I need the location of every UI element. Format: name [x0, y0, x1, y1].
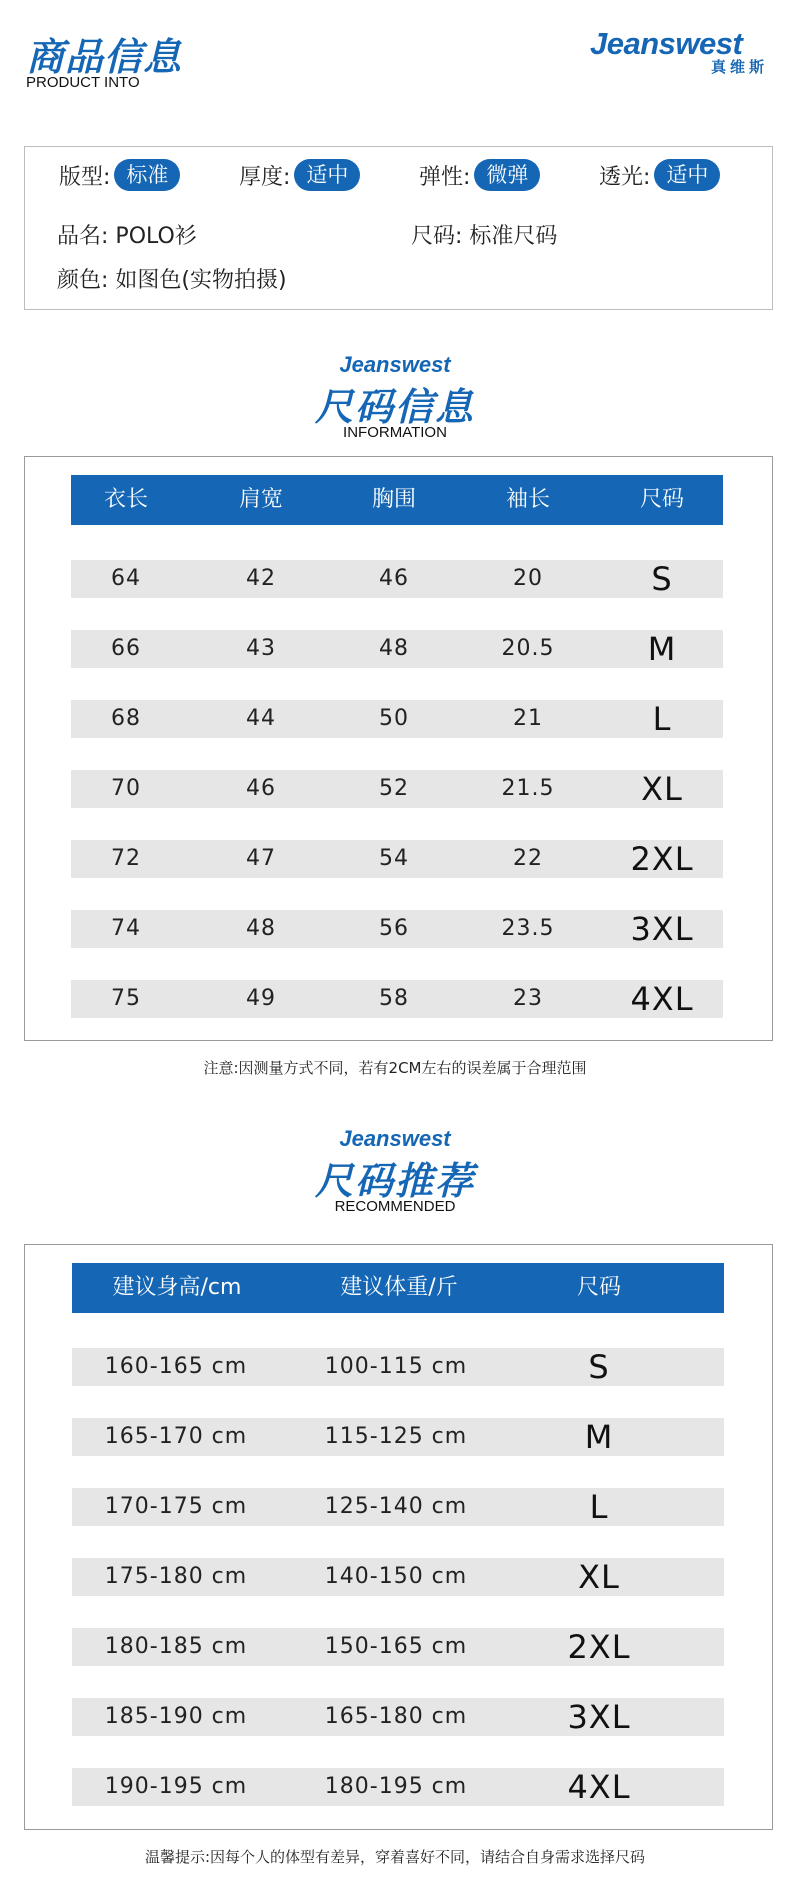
table-row	[72, 1768, 724, 1806]
cell-rec-size: 2XL	[567, 1628, 631, 1666]
cell-size: 3XL	[630, 910, 694, 948]
brand-logo-cn: 真维斯	[711, 58, 769, 76]
col-header-weight: 建议体重/斤	[340, 1275, 458, 1300]
cell-length: 72	[111, 846, 141, 871]
table-row	[71, 910, 723, 948]
cell-shoulder: 47	[246, 846, 276, 871]
brand-logo: Jeanswest	[590, 26, 743, 61]
table-row	[72, 1488, 724, 1526]
col-header-rec-size: 尺码	[576, 1275, 621, 1300]
size-info-table	[24, 456, 773, 1041]
recommend-header	[72, 1263, 724, 1313]
table-row	[71, 840, 723, 878]
table-row	[71, 980, 723, 1018]
product-name-label: 品名:	[57, 224, 109, 249]
cell-chest: 46	[379, 566, 409, 591]
table-row	[71, 630, 723, 668]
cell-weight: 165-180 cm	[324, 1704, 468, 1729]
product-attributes-box	[24, 146, 773, 310]
attr-transparency-label: 透光:	[599, 164, 651, 190]
cell-weight: 100-115 cm	[324, 1354, 468, 1379]
size-info-title: 尺码信息	[314, 385, 475, 429]
attr-elasticity	[419, 159, 540, 191]
cell-sleeve: 20.5	[501, 636, 555, 661]
cell-height: 185-190 cm	[104, 1704, 248, 1729]
cell-weight: 125-140 cm	[324, 1494, 468, 1519]
cell-height: 190-195 cm	[104, 1774, 248, 1799]
attr-thickness	[239, 159, 360, 191]
table-row	[72, 1348, 724, 1386]
page-subtitle: PRODUCT INTO	[26, 74, 140, 91]
page-title: 商品信息	[26, 35, 183, 79]
table-row	[71, 770, 723, 808]
size-info-subtitle: INFORMATION	[343, 424, 447, 441]
col-header-size: 尺码	[639, 487, 684, 512]
cell-rec-size: M	[584, 1418, 614, 1456]
product-name-value: POLO衫	[115, 224, 197, 249]
cell-weight: 180-195 cm	[324, 1774, 468, 1799]
cell-rec-size: XL	[578, 1558, 620, 1596]
cell-chest: 52	[379, 776, 409, 801]
recommend-note: 温馨提示:因每个人的体型有差异，穿着喜好不同，请结合自身需求选择尺码	[144, 1848, 646, 1866]
cell-chest: 48	[379, 636, 409, 661]
cell-height: 180-185 cm	[104, 1634, 248, 1659]
cell-sleeve: 21.5	[501, 776, 555, 801]
cell-chest: 58	[379, 986, 409, 1011]
table-row	[72, 1418, 724, 1456]
cell-sleeve: 21	[513, 706, 543, 731]
cell-chest: 56	[379, 916, 409, 941]
cell-sleeve: 23.5	[501, 916, 555, 941]
product-size	[411, 219, 557, 250]
size-info-header	[71, 475, 723, 525]
recommend-subtitle: RECOMMENDED	[334, 1198, 456, 1215]
cell-chest: 54	[379, 846, 409, 871]
recommend-table	[24, 1244, 773, 1830]
cell-height: 170-175 cm	[104, 1494, 248, 1519]
table-row	[71, 560, 723, 598]
table-row	[72, 1628, 724, 1666]
col-header-shoulder: 肩宽	[238, 487, 283, 512]
cell-weight: 140-150 cm	[324, 1564, 468, 1589]
attr-elasticity-label: 弹性:	[419, 164, 471, 190]
table-row	[72, 1698, 724, 1736]
cell-length: 75	[111, 986, 141, 1011]
col-header-length: 衣长	[103, 487, 148, 512]
cell-size: S	[651, 560, 673, 598]
product-color-label: 颜色:	[57, 268, 109, 293]
attr-transparency	[599, 159, 720, 191]
cell-rec-size: S	[588, 1348, 610, 1386]
cell-weight: 115-125 cm	[324, 1424, 468, 1449]
cell-sleeve: 23	[513, 986, 543, 1011]
cell-sleeve: 20	[513, 566, 543, 591]
product-color	[57, 263, 287, 294]
col-header-chest: 胸围	[371, 487, 416, 512]
cell-chest: 50	[379, 706, 409, 731]
cell-rec-size: 3XL	[567, 1698, 631, 1736]
cell-shoulder: 43	[246, 636, 276, 661]
cell-size: M	[647, 630, 677, 668]
cell-rec-size: L	[589, 1488, 609, 1526]
cell-shoulder: 44	[246, 706, 276, 731]
product-color-value: 如图色(实物拍摄)	[115, 268, 287, 293]
cell-length: 64	[111, 566, 141, 591]
attr-elasticity-pill: 微弹	[474, 159, 540, 191]
cell-size: 4XL	[630, 980, 694, 1018]
cell-length: 66	[111, 636, 141, 661]
cell-length: 70	[111, 776, 141, 801]
attr-thickness-label: 厚度:	[239, 164, 291, 190]
cell-shoulder: 48	[246, 916, 276, 941]
attr-transparency-pill: 适中	[654, 159, 720, 191]
recommend-brand: Jeanswest	[339, 1126, 451, 1151]
col-header-height: 建议身高/cm	[112, 1275, 242, 1300]
attr-fit-pill: 标准	[114, 159, 180, 191]
size-info-brand: Jeanswest	[339, 352, 451, 377]
cell-shoulder: 42	[246, 566, 276, 591]
cell-size: L	[652, 700, 672, 738]
cell-weight: 150-165 cm	[324, 1634, 468, 1659]
table-row	[71, 700, 723, 738]
product-size-label: 尺码:	[411, 224, 463, 249]
cell-length: 74	[111, 916, 141, 941]
cell-shoulder: 46	[246, 776, 276, 801]
product-name	[57, 219, 197, 250]
table-row	[72, 1558, 724, 1596]
attr-thickness-pill: 适中	[294, 159, 360, 191]
cell-height: 160-165 cm	[104, 1354, 248, 1379]
recommend-title: 尺码推荐	[314, 1159, 475, 1203]
cell-height: 175-180 cm	[104, 1564, 248, 1589]
cell-sleeve: 22	[513, 846, 543, 871]
attr-fit	[59, 159, 180, 191]
product-size-value: 标准尺码	[469, 224, 558, 249]
attr-fit-label: 版型:	[59, 164, 111, 190]
cell-height: 165-170 cm	[104, 1424, 248, 1449]
col-header-sleeve: 袖长	[505, 487, 550, 512]
cell-shoulder: 49	[246, 986, 276, 1011]
cell-length: 68	[111, 706, 141, 731]
cell-rec-size: 4XL	[567, 1768, 631, 1806]
cell-size: 2XL	[630, 840, 694, 878]
cell-size: XL	[641, 770, 683, 808]
size-info-note: 注意:因测量方式不同，若有2CM左右的误差属于合理范围	[203, 1059, 587, 1077]
